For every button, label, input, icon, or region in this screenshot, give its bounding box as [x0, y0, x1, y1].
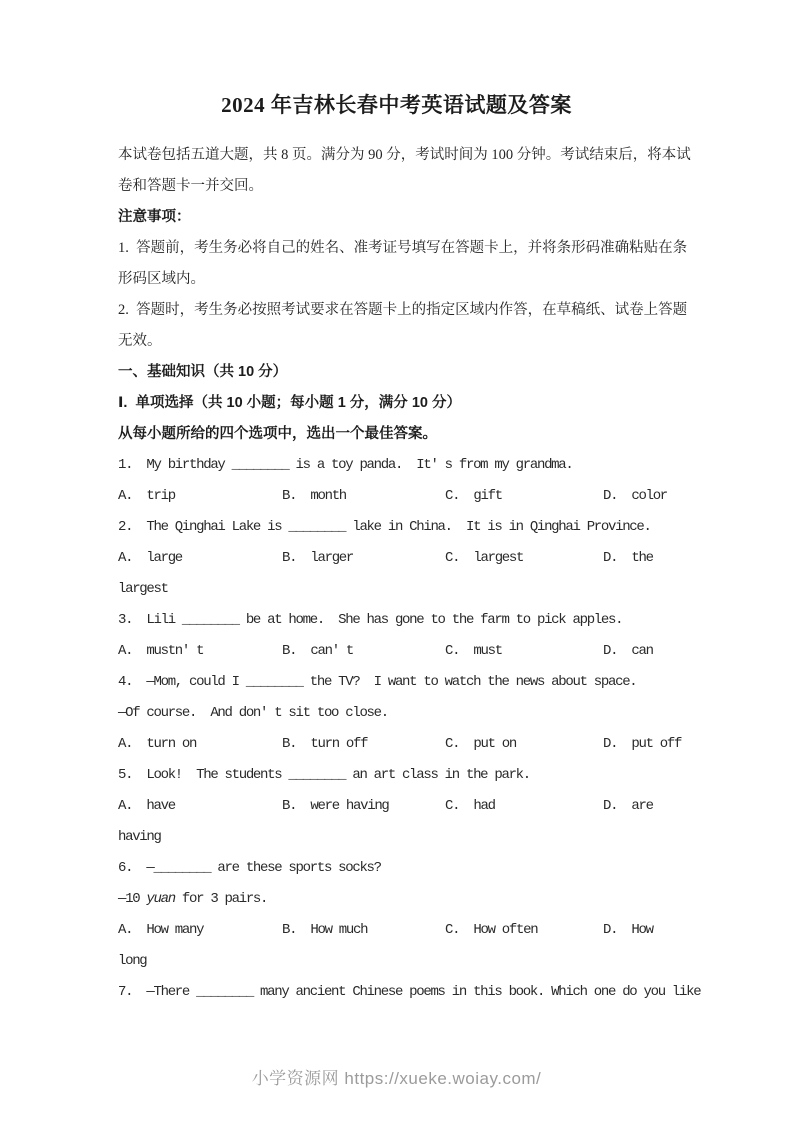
option-c: C. must	[445, 643, 502, 659]
intro-line-2: 卷和答题卡一并交回。	[118, 178, 263, 194]
question-5-option-d-carry: having	[118, 829, 161, 845]
reply-italic-word: yuan	[146, 891, 175, 907]
question-3-options	[118, 636, 733, 667]
question-3-stem: 3. Lili ________ be at home. She has gone to the farm to pick apples.	[118, 612, 623, 628]
option-d: D. How	[603, 922, 653, 938]
notice-line-1-cont: 形码区域内。	[118, 271, 205, 287]
section-heading: 一、基础知识（共 10 分）	[118, 364, 288, 380]
option-c: C. How often	[445, 922, 538, 938]
option-b: B. turn off	[282, 736, 368, 752]
question-1-options	[118, 481, 733, 512]
question-1-stem: 1. My birthday ________ is a toy panda. It' s from my grandma.	[118, 457, 573, 473]
option-a: A. large	[118, 550, 182, 566]
option-a: A. How many	[118, 922, 204, 938]
reply-pre: —10	[118, 891, 147, 907]
intro-line-1: 本试卷包括五道大题，共 8 页。满分为 90 分，考试时间为 100 分钟。考试结束后，将本试	[118, 147, 691, 163]
option-c: C. gift	[445, 488, 502, 504]
option-b: B. were having	[282, 798, 389, 814]
notice-line-2: 2. 答题时，考生务必按照考试要求在答题卡上的指定区域内作答，在草稿纸、试卷上答题	[118, 302, 688, 318]
question-2-options	[118, 543, 733, 574]
footer-credit: 小学资源网 https://xueke.woiay.com/	[251, 1069, 542, 1088]
question-6-stem: 6. —________ are these sports socks?	[118, 860, 381, 876]
question-2-stem: 2. The Qinghai Lake is ________ lake in China. It is in Qinghai Province.	[118, 519, 651, 535]
option-d: D. are	[603, 798, 653, 814]
question-7-stem: 7. —There ________ many ancient Chinese poems in this book. Which one do you like	[118, 984, 701, 1000]
option-c: C. had	[445, 798, 495, 814]
question-6-option-d-carry: long	[118, 953, 147, 969]
option-b: B. can' t	[282, 643, 354, 659]
notice-heading: 注意事项：	[118, 209, 191, 225]
doc-title: 2024 年吉林长春中考英语试题及答案	[221, 93, 572, 117]
option-d: D. the	[603, 550, 653, 566]
option-a: A. mustn' t	[118, 643, 204, 659]
question-2-option-d-carry: largest	[118, 581, 168, 597]
option-d: D. can	[603, 643, 653, 659]
reply-post: for 3 pairs.	[174, 891, 268, 907]
option-a: A. have	[118, 798, 175, 814]
option-d: D. color	[603, 488, 667, 504]
part-heading: Ⅰ. 单项选择（共 10 小题；每小题 1 分，满分 10 分）	[118, 395, 461, 411]
notice-line-2-cont: 无效。	[118, 333, 162, 349]
option-c: C. largest	[445, 550, 524, 566]
option-a: A. trip	[118, 488, 175, 504]
notice-line-1: 1. 答题前，考生务必将自己的姓名、准考证号填写在答题卡上，并将条形码准确粘贴在条	[118, 240, 688, 256]
question-4-stem: 4. —Mom, could I ________ the TV? I want to watch the news about space.	[118, 674, 637, 690]
question-5-stem: 5. Look! The students ________ an art class in the park.	[118, 767, 530, 783]
question-4-reply: —Of course. And don' t sit too close.	[118, 705, 388, 721]
option-a: A. turn on	[118, 736, 197, 752]
question-4-options	[118, 729, 733, 760]
question-5-options	[118, 791, 733, 822]
instruction-line: 从每小题所给的四个选项中，选出一个最佳答案。	[118, 426, 437, 442]
option-d: D. put off	[603, 736, 682, 752]
option-b: B. How much	[282, 922, 368, 938]
option-b: B. larger	[282, 550, 354, 566]
option-b: B. month	[282, 488, 346, 504]
option-c: C. put on	[445, 736, 517, 752]
question-6-options	[118, 915, 733, 946]
question-6-reply	[118, 884, 733, 915]
